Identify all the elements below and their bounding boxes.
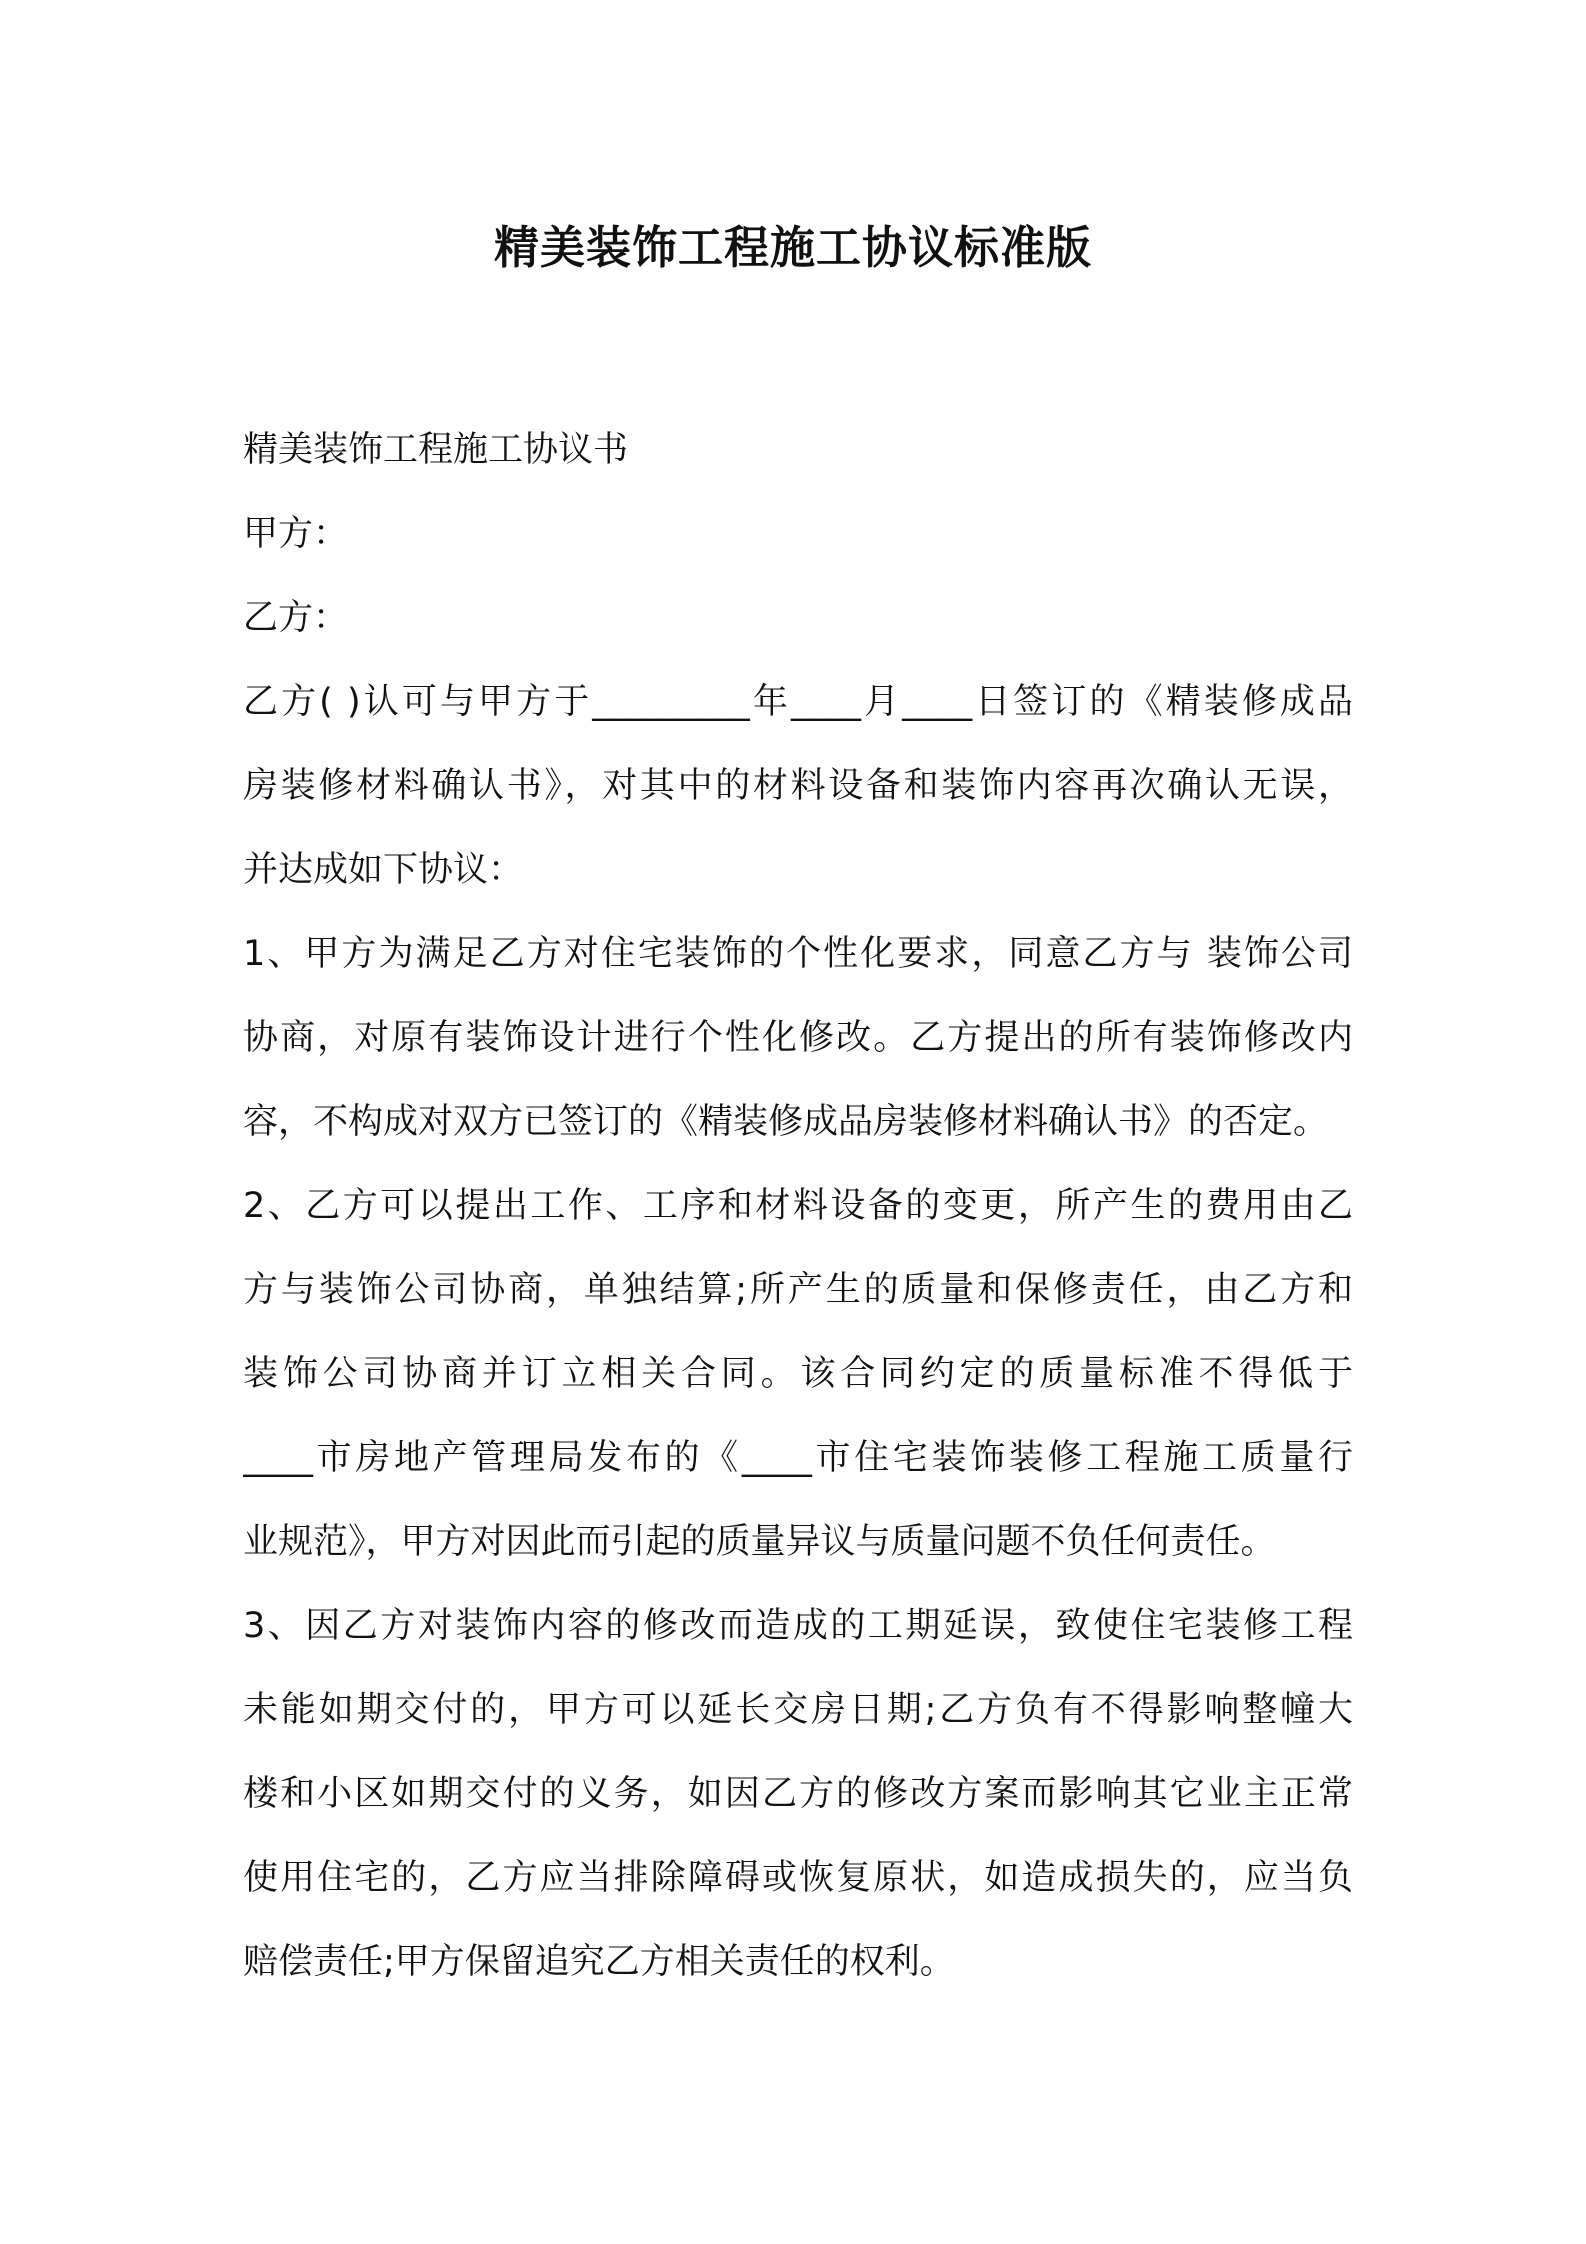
party-b-line: 乙方：: [243, 598, 349, 638]
clause-1-line-2: 协商，对原有装饰设计进行个性化修改。乙方提出的所有装饰修改内: [243, 1018, 1353, 1058]
document-body: [243, 408, 1353, 2004]
clause-3-line-2: 未能如期交付的，甲方可以延长交房日期;乙方负有不得影响整幢大: [243, 1690, 1353, 1730]
intro-line-3: 并达成如下协议：: [243, 850, 524, 890]
clause-2-line-5: 业规范》，甲方对因此而引起的质量异议与质量问题不负任何责任。: [243, 1522, 1276, 1562]
intro-line-2: 房装修材料确认书》，对其中的材料设备和装饰内容再次确认无误，: [243, 766, 1353, 806]
clause-1-line-1: 1、甲方为满足乙方对住宅装饰的个性化要求，同意乙方与 装饰公司: [243, 934, 1353, 974]
clause-2-line-4: ____市房地产管理局发布的《____市住宅装饰装修工程施工质量行: [243, 1438, 1353, 1478]
clause-2-line-1: 2、乙方可以提出工作、工序和材料设备的变更，所产生的费用由乙: [243, 1186, 1353, 1226]
clause-3-line-4: 使用住宅的，乙方应当排除障碍或恢复原状，如造成损失的，应当负: [243, 1858, 1353, 1898]
clause-2-line-2: 方与装饰公司协商，单独结算;所产生的质量和保修责任，由乙方和: [243, 1270, 1353, 1310]
intro-line-1: 乙方( )认可与甲方于_________年____月____日签订的《精装修成品: [243, 682, 1353, 722]
clause-1-line-3: 容，不构成对双方已签订的《精装修成品房装修材料确认书》的否定。: [243, 1102, 1329, 1142]
clause-3-line-1: 3、因乙方对装饰内容的修改而造成的工期延误，致使住宅装修工程: [243, 1606, 1353, 1646]
document-title: 精美装饰工程施工协议标准版: [493, 221, 1092, 274]
clause-3-line-3: 楼和小区如期交付的义务，如因乙方的修改方案而影响其它业主正常: [243, 1774, 1353, 1814]
party-a-line: 甲方：: [243, 514, 349, 554]
agreement-heading: 精美装饰工程施工协议书: [243, 430, 629, 470]
clause-2-line-3: 装饰公司协商并订立相关合同。该合同约定的质量标准不得低于: [243, 1354, 1353, 1394]
clause-3-line-5: 赔偿责任;甲方保留追究乙方相关责任的权利。: [243, 1942, 955, 1982]
